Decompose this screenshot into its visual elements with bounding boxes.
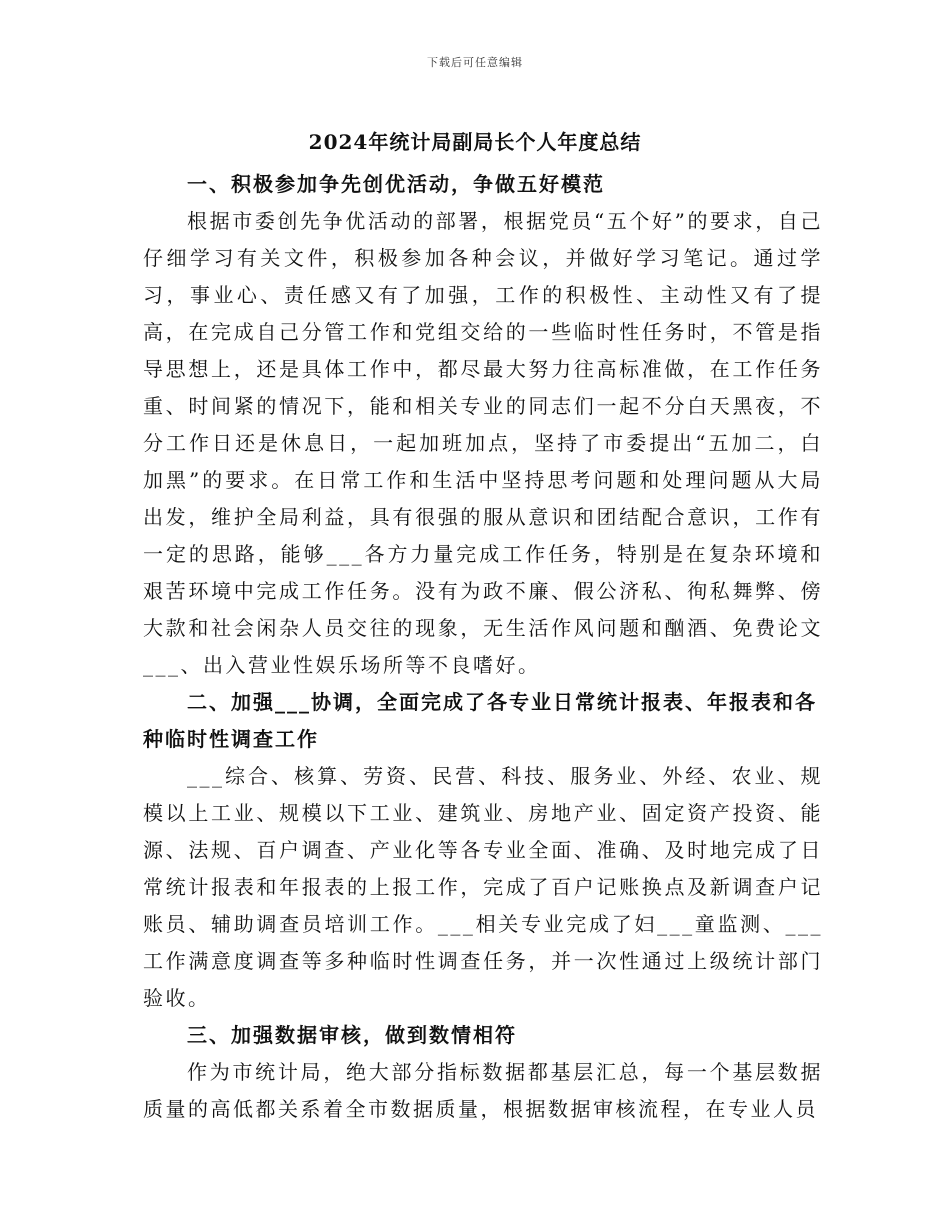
section-heading-1: 一、积极参加争先创优活动，争做五好模范 (187, 172, 605, 196)
section-heading-2: 二、加强___协调，全面完成了各专业日常统计报表、年报表和各种临时性调查工作 (143, 690, 817, 751)
section-heading-3: 三、加强数据审核，做到数情相符 (187, 1023, 517, 1047)
section-paragraph-3: 作为市统计局，绝大部分指标数据都基层汇总，每一个基层数据质量的高低都关系着全市数据质量，根据数据审核流程，在专业人员 (143, 1060, 823, 1121)
section-paragraph-1: 根据市委创先争优活动的部署，根据党员“五个好”的要求，自己仔细学习有关文件，积极参加各种会议，并做好学习笔记。通过学习，事业心、责任感又有了加强，工作的积极性、主动性又有了提高，在完成自己分管工作和党组交给的一些临时性任务时，不管是指导思想上，还是具体工作中，都尽最大努力往高标准做，在工作任务重、时间紧的情况下，能和相关专业的同志们一起不分白天黑夜，不分工作日还是休息日，一起加班加点，坚持了市委提出“五加二，白加黑”的要求。在日常工作和生活中坚持思考问题和处理问题从大局出发，维护全局利益，具有很强的服从意识和团结配合意识，工作有一定的思路，能够___各方力量完成工作任务，特别是在复杂环境和艰苦环境中完成工作任务。没有为政不廉、假公济私、徇私舞弊、傍大款和社会闲杂人员交往的现象，无生活作风问题和酗酒、免费论文___、出入营业性娱乐场所等不良嗜好。 (143, 209, 823, 677)
document-title: 2024年统计局副局长个人年度总结 (308, 130, 642, 154)
section-paragraph-2: ___综合、核算、劳资、民营、科技、服务业、外经、农业、规模以上工业、规模以下工业、建筑业、房地产业、固定资产投资、能源、法规、百户调查、产业化等各专业全面、准确、及时地完成了日常统计报表和年报表的上报工作，完成了百户记账换点及新调查户记账员、辅助调查员培训工作。___相关专业完成了妇___童监测、___工作满意度调查等多种临时性调查任务，并一次性通过上级统计部门验收。 (143, 764, 823, 1010)
document-body (143, 166, 823, 1128)
header-note: 下载后可任意编辑 (427, 56, 523, 69)
